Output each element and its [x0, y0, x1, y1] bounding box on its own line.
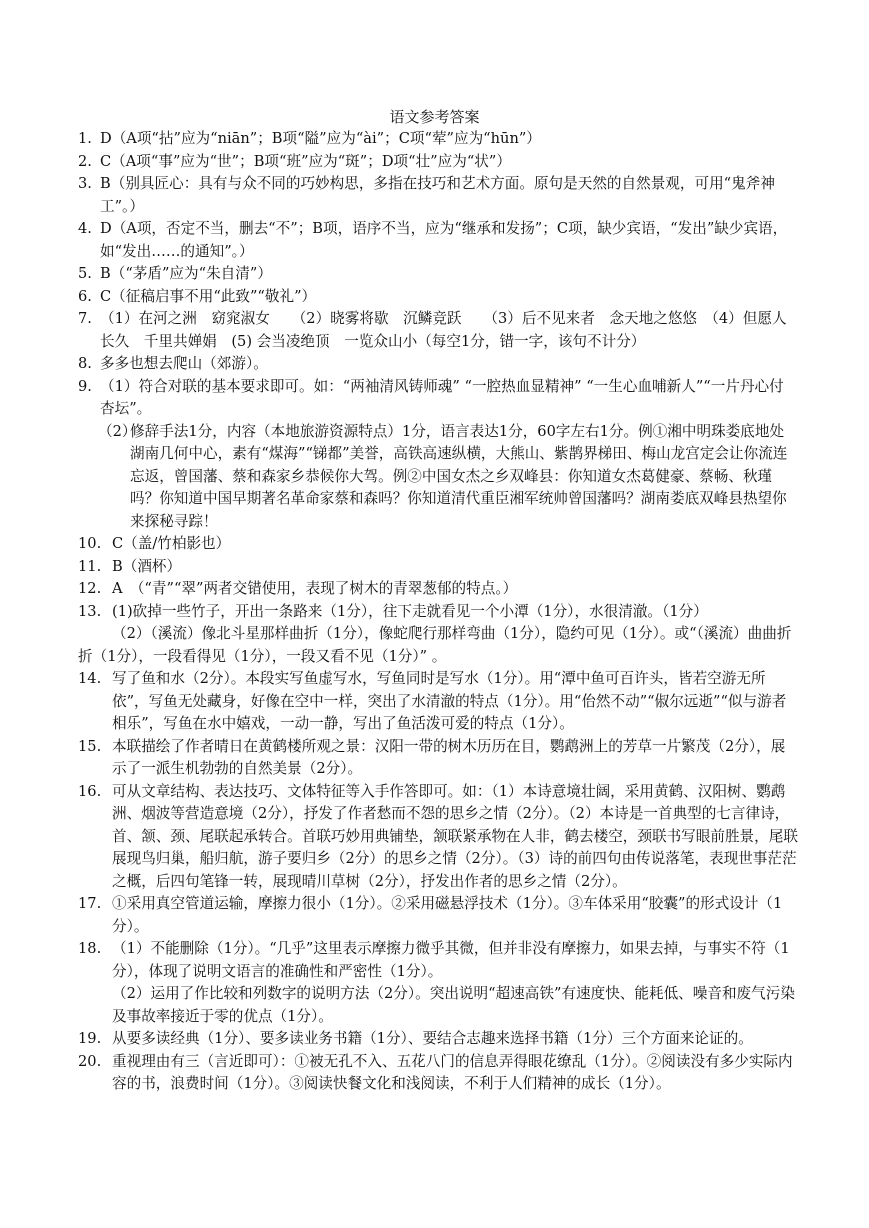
answer-item-17 [78, 893, 798, 938]
item-text: （1）符合对联的基本要求即可。如：“两袖清风铸师魂” “一腔热血显精神” “一生心血哺新人”“一片丹心付杏坛”。 [100, 377, 784, 417]
item-text: （1）在河之洲 窈窕淑女 （2）晓雾将歇 沉鳞竞跃 （3）后不见来者 念天地之悠悠 （4）但愿人长久 千里共婵娟 (5) 会当凌绝顶 一览众山小（每空1分，错一字，该句不计分） [100, 310, 787, 350]
item-number: 12. [78, 580, 102, 597]
item-number-spacer [78, 983, 112, 1028]
item-number: 11. [78, 557, 102, 575]
item-text: 本联描绘了作者晴日在黄鹤楼所观之景：汉阳一带的树木历历在目，鹦鹉洲上的芳草一片繁茂（2分），展示了一派生机勃勃的自然美景（2分）。 [112, 737, 786, 777]
answer-item-15 [78, 736, 798, 781]
answer-item-13-1 [78, 601, 798, 624]
item-text: C（盖/竹柏影也） [112, 535, 231, 552]
item-text: 从要多读经典（1分）、要多读业务书籍（1分）、要结合志趣来选择书籍（1分）三个方面来论证的。 [112, 1030, 753, 1047]
item-number: 2. [78, 152, 92, 170]
answer-item-16 [78, 781, 798, 894]
answer-item-6 [78, 286, 798, 309]
item-text: D（A项“拈”应为“niān”；B项“隘”应为“ài”；C项“荤”应为“hūn”） [100, 130, 541, 147]
page-title: 语文参考答案 [389, 108, 480, 126]
item-number: 9. [78, 377, 92, 395]
answer-item-9-2 [98, 421, 798, 534]
item-number: 5. [78, 265, 92, 282]
item-number: 3. [78, 175, 92, 192]
item-number: 1. [78, 130, 92, 147]
item-number: 20. [78, 1052, 102, 1070]
item-text: (1)砍掉一些竹子，开出一条路来（1分），往下走就看见一个小潭（1分），水很清澈。（1分） [112, 602, 708, 620]
answer-item-18-1 [78, 938, 798, 983]
item-number: 15. [78, 737, 102, 755]
answer-list [78, 128, 798, 1096]
item-text: （1）不能删除（1分）。“几乎”这里表示摩擦力微乎其微，但并非没有摩擦力，如果去掉，与事实不符（1分），体现了说明文语言的准确性和严密性（1分）。 [112, 940, 790, 980]
item-text: 重视理由有三（言近即可）：①被无孔不入、五花八门的信息弄得眼花缭乱（1分）。②阅读没有多少实际内容的书，浪费时间（1分）。③阅读快餐文化和浅阅读，不利于人们精神的成长（1分）。 [112, 1052, 793, 1092]
item-number: 4. [78, 220, 92, 237]
item-number: 10. [78, 535, 102, 552]
item-text: （溪流）像北斗星那样曲折（1分），像蛇爬行那样弯曲（1分），隐约可见（1分）。或“（溪流）曲曲折折（1分），一段看得见（1分），一段又看不见（1分）” 。 [78, 625, 792, 665]
item-text: 修辞手法1分，内容（本地旅游资源特点）1分，语言表达1分，60字左右1分。例①湘中明珠娄底地处湖南几何中心，素有“煤海”“锑都”美誉，高铁高速纵横，大熊山、紫鹊界梯田、梅山龙宫定会让你流连忘返，曾国藩、蔡和森家乡恭候你大驾。例②中国女杰之乡双峰县：你知道女杰葛健豪、蔡畅、秋瑾吗？你知道中国早期著名革命家蔡和森吗？你知道清代重臣湘军统帅曾国藩吗？湖南娄底双峰县热望你来探秘寻踪！ [130, 422, 788, 530]
item-number: 16. [78, 782, 102, 800]
answer-item-8 [78, 353, 798, 376]
item-text: （2）运用了作比较和列数字的说明方法（2分）。突出说明“超速高铁”有速度快、能耗低、噪音和废气污染及事故率接近于零的优点（1分）。 [112, 985, 795, 1025]
item-text: 写了鱼和水（2分）。本段实写鱼虚写水，写鱼同时是写水（1分）。用“潭中鱼可百许头，皆若空游无所依”，写鱼无处藏身，好像在空中一样，突出了水清澈的特点（1分）。用“佁然不动”“俶尔远逝”“似与游者相乐”，写鱼在水中嬉戏，一动一静，写出了鱼活泼可爱的特点（1分）。 [112, 670, 787, 732]
answer-item-7 [78, 308, 798, 353]
item-number: 17. [78, 895, 102, 912]
item-text: A （“青”“翠”两者交错使用，表现了树木的青翠葱郁的特点。） [112, 580, 518, 597]
answer-item-18-2 [78, 983, 798, 1028]
item-text: B（别具匠心：具有与众不同的巧妙构思，多指在技巧和艺术方面。原句是天然的自然景观，可用“鬼斧神工”。） [100, 175, 775, 215]
item-number: 14. [78, 670, 102, 687]
answer-item-13-2 [78, 623, 798, 668]
answer-item-2 [78, 151, 798, 174]
answer-item-9-1 [78, 376, 798, 421]
item-text: 可从文章结构、表达技巧、文体特征等入手作答即可。如：（1）本诗意境壮阔，采用黄鹤、汉阳树、鹦鹉洲、烟波等营造意境（2分），抒发了作者愁而不怨的思乡之情（2分）。（2）本诗是一首典型的七言律诗，首、颔、颈、尾联起承转合。首联巧妙用典铺垫，颔联紧承物在人非，鹤去楼空，颈联书写眼前胜景，尾联展现鸟归巢，船归航，游子要归乡（2分）的思乡之情（2分）。（3）诗的前四句由传说落笔，表现世事茫茫之概，后四句笔锋一转，展现晴川草树（2分），抒发出作者的思乡之情（2分）。 [112, 782, 798, 890]
item-number: 6. [78, 287, 92, 305]
item-text: D（A项，否定不当，删去“不”；B项，语序不当，应为“继承和发扬”；C项，缺少宾语，“发出”缺少宾语，如“发出……的通知”。） [100, 220, 788, 260]
answer-item-12 [78, 578, 798, 601]
answer-item-11 [78, 556, 798, 579]
item-text: B（酒杯） [112, 557, 182, 575]
answer-item-5 [78, 263, 798, 286]
item-text: 多多也想去爬山（郊游）。 [100, 355, 268, 372]
item-text: C（征稿启事不用“此致”“敬礼”） [100, 287, 317, 305]
answer-item-10 [78, 533, 798, 556]
answer-item-14 [78, 668, 798, 736]
item-number: 8. [78, 355, 92, 372]
item-number: 18. [78, 940, 102, 957]
item-text: C（A项“事”应为“世”；B项“班”应为“斑”；D项“壮”应为“状”） [100, 152, 511, 170]
item-text: B（“茅盾”应为“朱自清”） [100, 265, 272, 282]
item-text: ①采用真空管道运输，摩擦力很小（1分）。②采用磁悬浮技术（1分）。③车体采用“胶囊”的形式设计（1分）。 [112, 895, 783, 935]
answer-item-3 [78, 173, 798, 218]
sub-item-number: （2） [112, 625, 151, 642]
answer-item-4 [78, 218, 798, 263]
item-number: 19. [78, 1030, 102, 1047]
item-number: 13. [78, 602, 102, 620]
answer-item-1 [78, 128, 798, 151]
answer-item-20 [78, 1051, 798, 1096]
item-number: 7. [78, 310, 92, 327]
answer-item-19 [78, 1028, 798, 1051]
sub-item-number: （2） [98, 422, 137, 440]
